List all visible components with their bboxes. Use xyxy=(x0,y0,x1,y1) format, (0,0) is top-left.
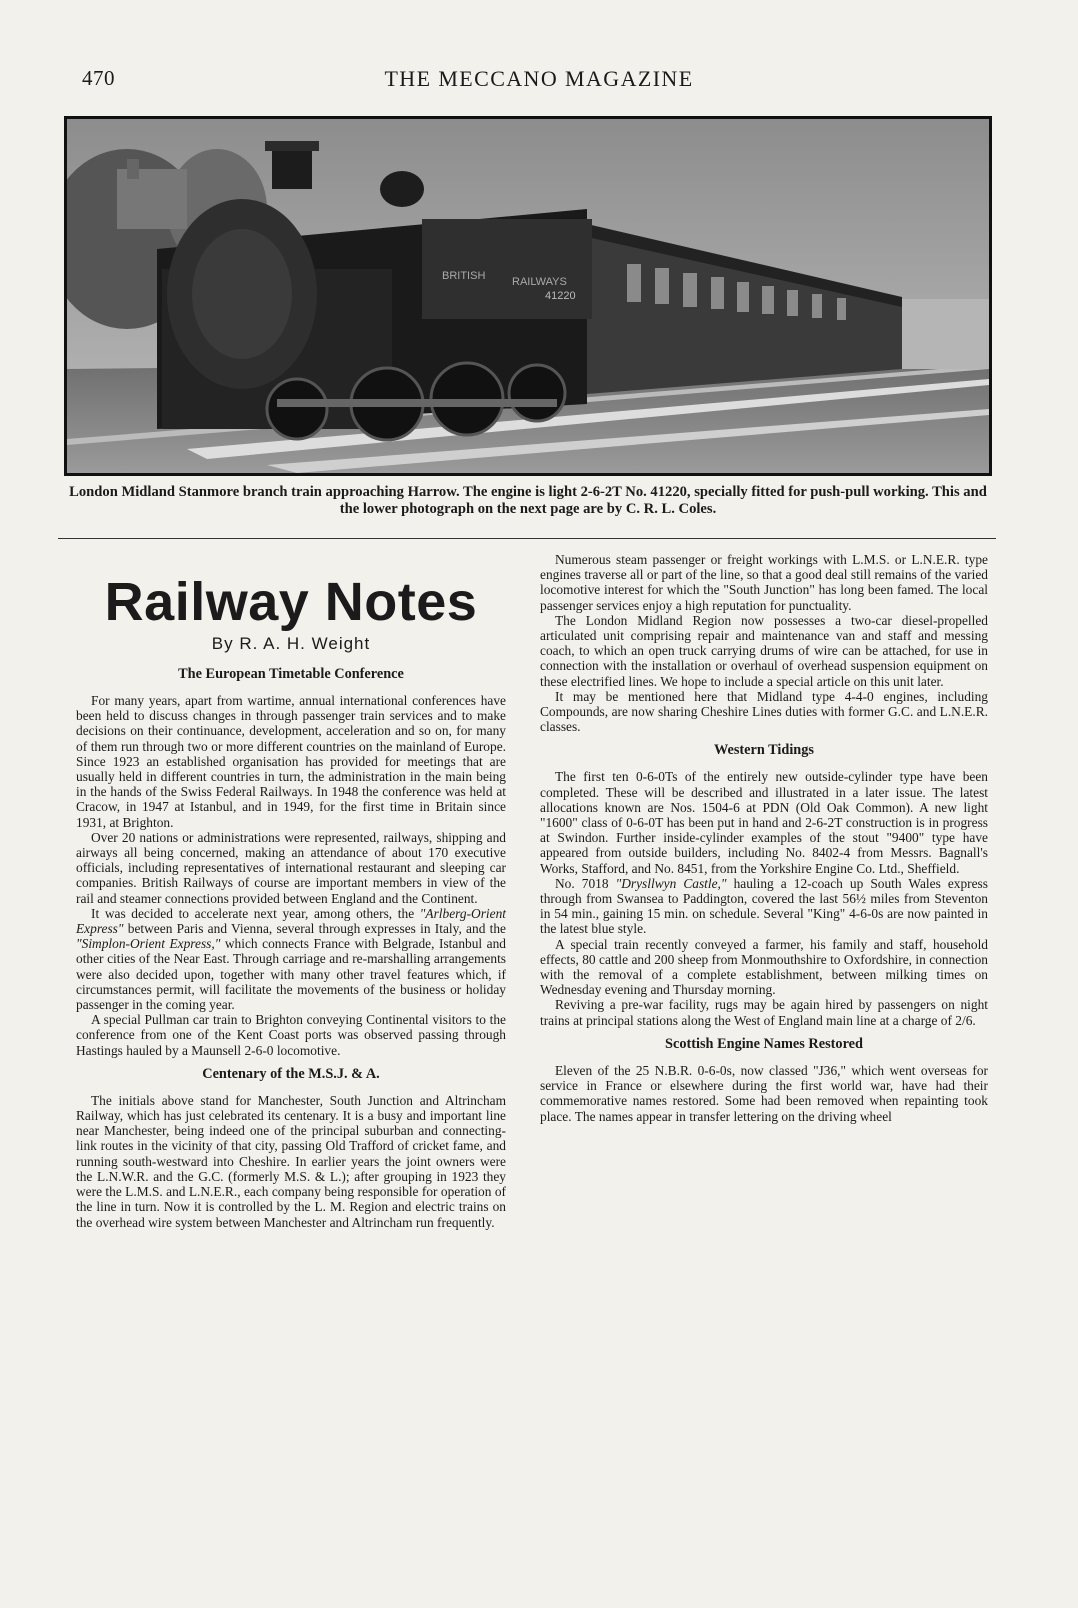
paragraph: A special Pullman car train to Brighton conveying Continental visitors to the conference from one of the Kent Coast ports was observed passing through Hastings hauled by a Maunsell 2-6-0 locomotive. xyxy=(76,1012,506,1058)
text-run: which connects France with Belgrade, Istanbul and other cities of the Near East. Through carriage and re-marshalling arrangements were also decided upon, together with many other travel features which, if circumstances permit, will facilitate the movements of the business or holiday passenger in the coming year. xyxy=(76,936,506,1013)
train-name: "Arlberg-Orient Express" xyxy=(76,905,506,937)
right-column xyxy=(540,552,988,1124)
paragraph: For many years, apart from wartime, annual international conferences have been held to discuss changes in through passenger train services and to make decisions on their continuance, development, acceleration and so on, for many of them run through two or more different countries on the mainland of Europe. Since 1923 an established organisation has provided for meetings that are usually held in different countries in turn, the administration in the main being in the hands of the Swiss Federal Railways. In 1948 the conference was held at Cracow, in 1947 at Istanbul, and in 1949, for the first time in Britain since 1931, at Brighton. xyxy=(76,693,506,830)
divider xyxy=(58,538,996,539)
loco-lettering-railways: RAILWAYS xyxy=(512,276,567,288)
paragraph: The first ten 0-6-0Ts of the entirely new outside-cylinder type have been completed. These will be described and illustrated in a later issue. The latest allocations known are Nos. 1504-6 at PDN (Old Oak Common). A new light "1600" class of 0-6-0T has been put in hand and 2-6-2T construction is in progress at Swindon. Further inside-cylinder examples of the stout "9400" type have appeared from outside builders, including No. 8402-4 from Messrs. Bagnall's Works, Stafford, and No. 8451, from the Yorkshire Engine Co. Ltd., Sheffield. xyxy=(540,769,988,876)
text-run: hauling a 12-coach up South Wales express through from Swansea to Paddington, covered the last 56½ miles from Steventon in 54 min., gaining 15 min. on schedule. Several "King" 4-6-0s are now painted in the latest blue style. xyxy=(540,875,988,937)
paragraph: The initials above stand for Manchester, South Junction and Altrincham Railway, which has just celebrated its centenary. It is a busy and important line near Manchester, being indeed one of the principal suburban and connecting-link routes in the vicinity of that city, passing Old Trafford of cricket fame, and running south-westward into Cheshire. In earlier years the joint owners were the L.N.W.R. and the G.C. (formerly M.S. & L.); after grouping in 1923 they were the L.M.S. and L.N.E.R., each company being responsible for operation of the line in turn. Now it is controlled by the L. M. Region and electric trains on the overhead wire system between Manchester and Altrincham run frequently. xyxy=(76,1092,506,1230)
paragraph xyxy=(540,876,988,937)
page-number: 470 xyxy=(82,66,115,90)
text-run: between Paris and Vienna, several through expresses in Italy, and the xyxy=(123,921,506,937)
left-column xyxy=(76,556,506,1230)
loco-number-plate: 41220 xyxy=(545,290,576,302)
paragraph: Eleven of the 25 N.B.R. 0-6-0s, now classed "J36," which went overseas for service in France or elsewhere during the first world war, have had their commemorative names restored. Some had been removed when repainting took place. The names appear in transfer lettering on the driving wheel xyxy=(540,1062,988,1124)
paragraph: It may be mentioned here that Midland type 4-4-0 engines, including Compounds, are now sharing Cheshire Lines duties with former G.C. and L.N.E.R. classes. xyxy=(540,688,988,735)
paragraph: Reviving a pre-war facility, rugs may be again hired by passengers on night trains at principal stations along the West of England main line at a charge of 2/6. xyxy=(540,997,988,1028)
article-title: Railway Notes xyxy=(104,572,478,632)
article-byline: By R. A. H. Weight xyxy=(211,634,371,653)
train-name: "Simplon-Orient Express," xyxy=(76,936,221,952)
paragraph: A special train recently conveyed a farmer, his family and staff, household effects, 80 cattle and 200 sheep from Monmouthshire to Oxfordshire, in connection with the removal of a complete establishment, between milking times on Wednesday evening and Thursday morning. xyxy=(540,936,988,998)
photo-illustration xyxy=(67,119,989,473)
photo-caption: London Midland Stanmore branch train approaching Harrow. The engine is light 2-6-2T No. 41220, specially fitted for push-pull working. This and the lower photograph on the next page are by C. R. L. Coles. xyxy=(69,484,987,517)
loco-lettering-british: BRITISH xyxy=(442,270,486,282)
magazine-title: THE MECCANO MAGAZINE xyxy=(384,66,694,91)
engine-name: "Drysllwyn Castle," xyxy=(615,875,727,891)
section-heading: Western Tidings xyxy=(714,742,814,759)
section-heading: Centenary of the M.S.J. & A. xyxy=(202,1065,380,1082)
page-header xyxy=(60,64,1018,94)
text-run: No. 7018 xyxy=(555,875,616,891)
section-heading: Scottish Engine Names Restored xyxy=(665,1035,863,1052)
paragraph: Over 20 nations or administrations were represented, railways, shipping and airways all being concerned, making an attendance of about 170 executive officials, including representatives of international restaurant and sleeping car companies. British Railways of course are important members in view of the rail and steamer connections provided between England and the Continent. xyxy=(76,829,506,906)
paragraph: Numerous steam passenger or freight workings with L.M.S. or L.N.E.R. type engines traverse all or part of the line, so that a good deal still remains of the varied locomotive interest for which the "South Junction" has long been famed. The local passenger services enjoy a high reputation for punctuality. xyxy=(540,552,988,613)
section-heading: The European Timetable Conference xyxy=(178,666,404,682)
paragraph xyxy=(76,906,506,1012)
train-photograph xyxy=(64,116,992,476)
text-run: It was decided to accelerate next year, among others, the xyxy=(91,905,420,921)
paragraph: The London Midland Region now possesses a two-car diesel-propelled articulated unit comprising repair and maintenance van and staff and messing coach, to which an open truck carrying drums of wire can be attached, for use in connection with the installation or overhaul of overhead suspension equipment on these electrified lines. We hope to include a special article on this unit later. xyxy=(540,612,988,689)
